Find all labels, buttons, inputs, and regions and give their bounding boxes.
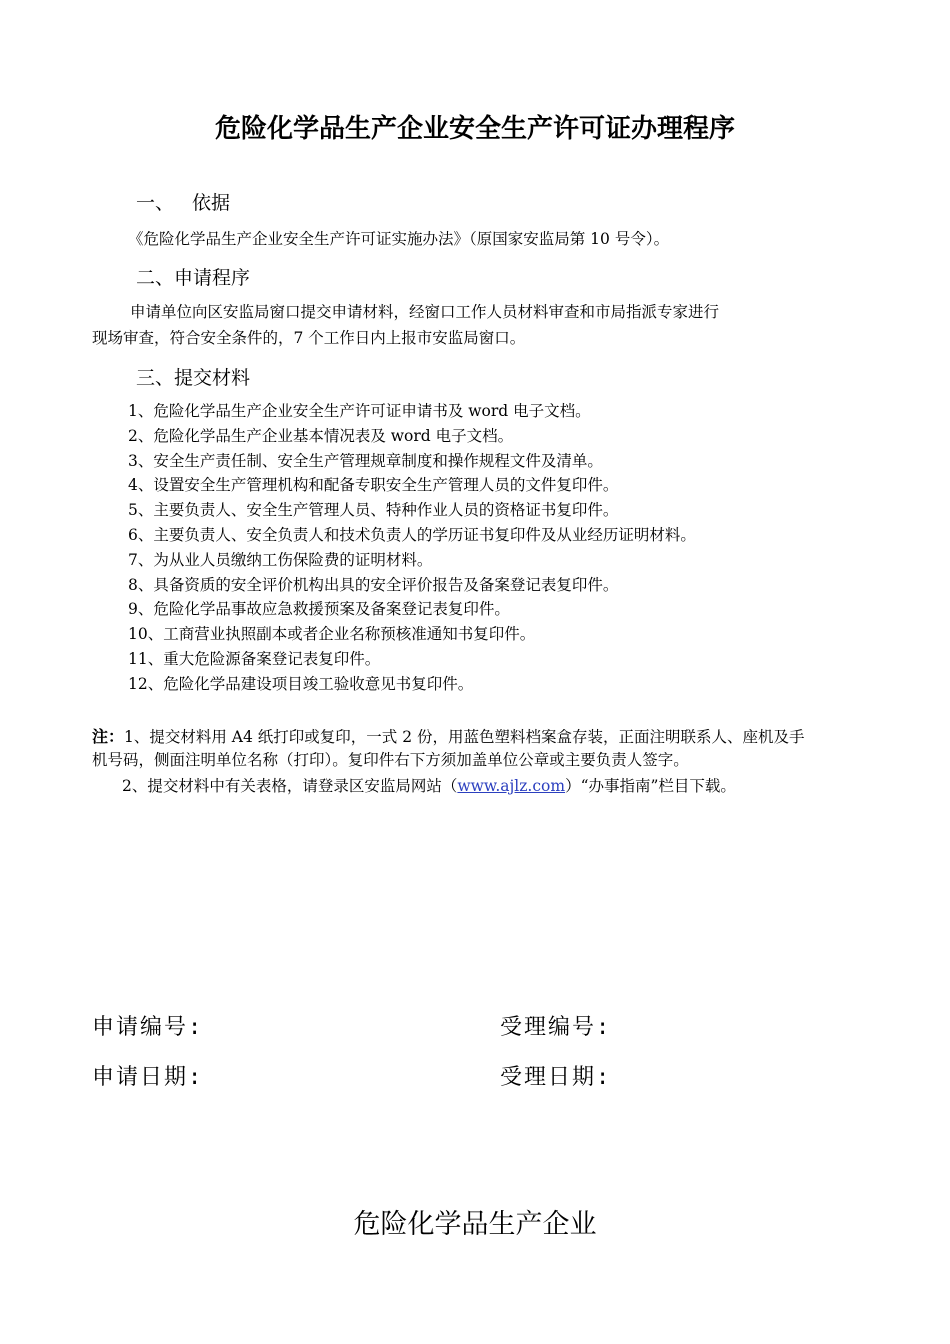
section-heading-procedure bbox=[136, 263, 250, 290]
list-item: 11、重大危险源备案登记表复印件。 bbox=[128, 649, 381, 668]
section-number: 三、 bbox=[136, 367, 175, 389]
section-label: 提交材料 bbox=[174, 367, 251, 389]
procedure-line-2: 现场审查，符合安全条件的，7 个工作日内上报市安监局窗口。 bbox=[92, 329, 526, 347]
note-text: 1、提交材料用 A4 纸打印或复印，一式 2 份，用蓝色塑料档案盒存装，正面注明联系人、座机及手 bbox=[124, 728, 805, 746]
page-title: 危险化学品生产企业安全生产许可证办理程序 bbox=[214, 114, 735, 144]
list-item: 4、设置安全生产管理机构和配备专职安全生产管理人员的文件复印件。 bbox=[128, 476, 619, 495]
website-link[interactable]: www.ajlz.com bbox=[457, 777, 566, 795]
list-item: 7、为从业人员缴纳工伤保险费的证明材料。 bbox=[128, 550, 433, 569]
section-number: 二、 bbox=[136, 267, 175, 289]
next-page-title: 危险化学品生产企业 bbox=[353, 1209, 597, 1240]
list-item: 5、主要负责人、安全生产管理人员、特种作业人员的资格证书复印件。 bbox=[128, 501, 619, 520]
apply-number-label: 申请编号: bbox=[92, 1015, 204, 1040]
list-item: 10、工商营业执照副本或者企业名称预核准通知书复印件。 bbox=[128, 625, 536, 644]
list-item: 9、危险化学品事故应急救援预案及备案登记表复印件。 bbox=[128, 600, 510, 619]
note-line-2: 机号码，侧面注明单位名称（打印）。复印件右下方须加盖单位公章或主要负责人签字。 bbox=[92, 751, 689, 769]
section-heading-materials bbox=[136, 363, 250, 390]
section-number: 一、 bbox=[136, 192, 175, 214]
list-item: 12、危险化学品建设项目竣工验收意见书复印件。 bbox=[128, 674, 474, 693]
accept-number-label: 受理编号: bbox=[500, 1015, 612, 1040]
section-label: 依据 bbox=[192, 192, 231, 214]
list-item: 8、具备资质的安全评价机构出具的安全评价报告及备案登记表复印件。 bbox=[128, 575, 619, 594]
list-item: 3、安全生产责任制、安全生产管理规章制度和操作规程文件及清单。 bbox=[128, 451, 603, 470]
note-text: 2、提交材料中有关表格，请登录区安监局网站（ bbox=[122, 777, 458, 795]
apply-date-label: 申请日期: bbox=[92, 1065, 204, 1090]
section-label: 申请程序 bbox=[174, 267, 251, 289]
accept-date-label: 受理日期: bbox=[500, 1065, 612, 1090]
section-heading-basis bbox=[136, 188, 230, 215]
list-item: 6、主要负责人、安全负责人和技术负责人的学历证书复印件及从业经历证明材料。 bbox=[128, 525, 696, 544]
note-text: ）“办事指南”栏目下载。 bbox=[565, 777, 736, 795]
note-line-1 bbox=[92, 727, 805, 747]
procedure-line-1: 申请单位向区安监局窗口提交申请材料，经窗口工作人员材料审查和市局指派专家进行 bbox=[130, 303, 720, 321]
list-item: 2、危险化学品生产企业基本情况表及 word 电子文档。 bbox=[128, 426, 514, 445]
materials-list bbox=[128, 400, 696, 698]
basis-text: 《危险化学品生产企业安全生产许可证实施办法》（原国家安监局第 10 号令）。 bbox=[128, 230, 670, 248]
note-line-3 bbox=[122, 776, 736, 796]
note-label: 注： bbox=[92, 727, 125, 746]
list-item: 1、危险化学品生产企业安全生产许可证申请书及 word 电子文档。 bbox=[128, 402, 591, 420]
